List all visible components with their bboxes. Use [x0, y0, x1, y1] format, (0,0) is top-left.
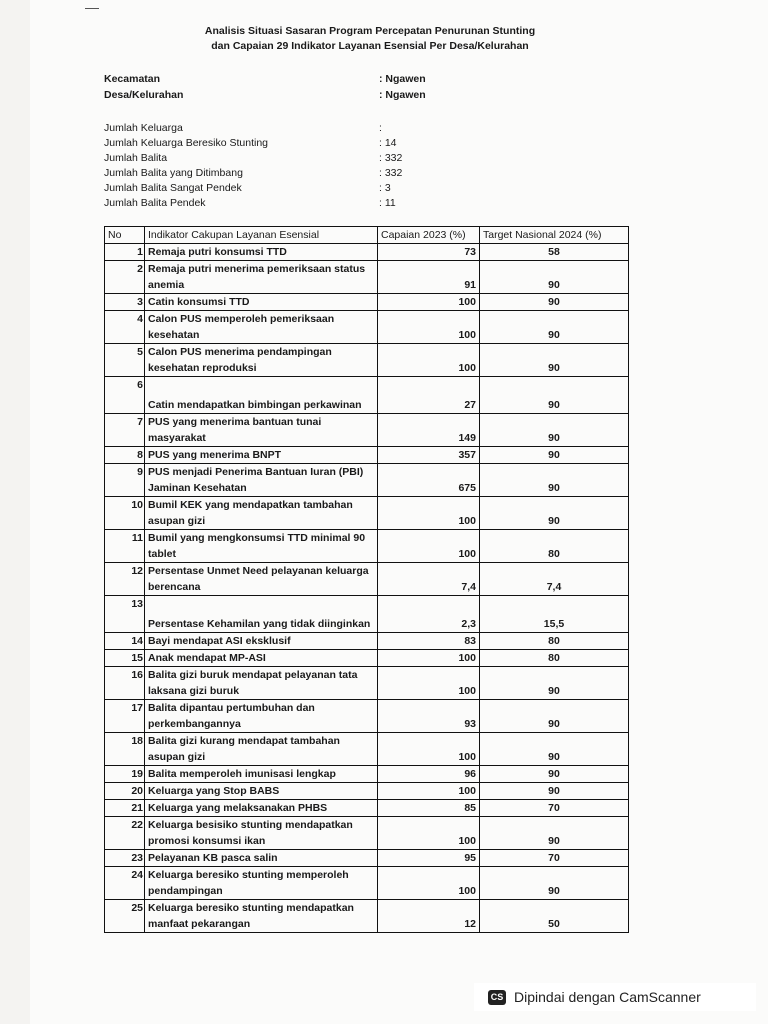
cell-no: 12: [105, 563, 145, 596]
cell-capaian: 83: [378, 633, 480, 650]
cell-target: 7,4: [480, 563, 629, 596]
cell-capaian: 100: [378, 667, 480, 700]
cell-target: 58: [480, 244, 629, 261]
cell-target: 90: [480, 497, 629, 530]
cell-indicator: Bumil yang mengkonsumsi TTD minimal 90 tablet: [145, 530, 378, 563]
table-row: [105, 377, 629, 414]
stat-value: :: [379, 122, 382, 134]
cell-no: 18: [105, 733, 145, 766]
table-row: [105, 464, 629, 497]
cell-target: 90: [480, 294, 629, 311]
table-row: [105, 294, 629, 311]
table-row: [105, 596, 629, 633]
camscanner-logo-icon: CS: [488, 990, 506, 1005]
stat-label: Jumlah Balita Pendek: [104, 197, 206, 209]
table-row: [105, 311, 629, 344]
table-body: [105, 244, 629, 933]
cell-capaian: 100: [378, 530, 480, 563]
cell-no: 7: [105, 414, 145, 447]
cell-capaian: 7,4: [378, 563, 480, 596]
title-line-2: dan Capaian 29 Indikator Layanan Esensial Per Desa/Kelurahan: [211, 40, 529, 52]
cell-indicator: Remaja putri menerima pemeriksaan status anemia: [145, 261, 378, 294]
table-row: [105, 344, 629, 377]
cell-target: 80: [480, 530, 629, 563]
table-row: [105, 633, 629, 650]
cell-capaian: 95: [378, 850, 480, 867]
cell-target: 90: [480, 464, 629, 497]
cell-target: 70: [480, 850, 629, 867]
table-row: [105, 530, 629, 563]
cell-target: 90: [480, 700, 629, 733]
cell-indicator: PUS menjadi Penerima Bantuan Iuran (PBI) Jaminan Kesehatan: [145, 464, 378, 497]
cell-indicator: Keluarga beresiko stunting mendapatkan manfaat pekarangan: [145, 900, 378, 933]
stat-value: : 332: [379, 152, 403, 164]
cell-target: 80: [480, 650, 629, 667]
cell-target: 90: [480, 766, 629, 783]
cell-target: 90: [480, 783, 629, 800]
cell-no: 11: [105, 530, 145, 563]
cell-capaian: 100: [378, 783, 480, 800]
cell-indicator: Persentase Kehamilan yang tidak diinginkan: [145, 596, 378, 633]
cell-capaian: 2,3: [378, 596, 480, 633]
table-row: [105, 783, 629, 800]
cell-target: 90: [480, 817, 629, 850]
cell-no: 19: [105, 766, 145, 783]
stat-label: Jumlah Keluarga: [104, 122, 183, 134]
location-value: : Ngawen: [379, 89, 426, 101]
cell-no: 4: [105, 311, 145, 344]
cell-capaian: 91: [378, 261, 480, 294]
location-label: Kecamatan: [104, 73, 161, 85]
cell-indicator: Keluarga beresiko stunting memperoleh pendampingan: [145, 867, 378, 900]
cell-target: 90: [480, 377, 629, 414]
table-row: [105, 563, 629, 596]
cell-indicator: Bumil KEK yang mendapatkan tambahan asupan gizi: [145, 497, 378, 530]
cell-indicator: Balita gizi kurang mendapat tambahan asupan gizi: [145, 733, 378, 766]
cell-capaian: 73: [378, 244, 480, 261]
scan-mark: [85, 8, 99, 9]
cell-no: 5: [105, 344, 145, 377]
cell-capaian: 100: [378, 733, 480, 766]
camscanner-watermark: [474, 983, 756, 1011]
header-indicator: Indikator Cakupan Layanan Esensial: [145, 227, 378, 244]
cell-capaian: 12: [378, 900, 480, 933]
cell-target: 50: [480, 900, 629, 933]
table-header-row: [105, 227, 629, 244]
location-value: : Ngawen: [379, 73, 426, 85]
cell-no: 20: [105, 783, 145, 800]
stat-value: : 11: [379, 197, 396, 209]
cell-no: 9: [105, 464, 145, 497]
cell-capaian: 100: [378, 344, 480, 377]
cell-target: 90: [480, 733, 629, 766]
header-capaian: Capaian 2023 (%): [378, 227, 480, 244]
cell-indicator: Persentase Unmet Need pelayanan keluarga berencana: [145, 563, 378, 596]
title-line-1: Analisis Situasi Sasaran Program Percepatan Penurunan Stunting: [204, 25, 536, 37]
watermark-text: Dipindai dengan CamScanner: [514, 989, 701, 1005]
cell-target: 90: [480, 261, 629, 294]
cell-capaian: 675: [378, 464, 480, 497]
cell-capaian: 85: [378, 800, 480, 817]
table-row: [105, 766, 629, 783]
stat-value: : 14: [379, 137, 397, 149]
header-target: Target Nasional 2024 (%): [480, 227, 629, 244]
cell-target: 15,5: [480, 596, 629, 633]
cell-no: 13: [105, 596, 145, 633]
cell-indicator: Catin konsumsi TTD: [145, 294, 378, 311]
table-row: [105, 414, 629, 447]
table-row: [105, 900, 629, 933]
table-row: [105, 733, 629, 766]
cell-indicator: Keluarga yang Stop BABS: [145, 783, 378, 800]
stat-value: : 332: [379, 167, 403, 179]
cell-target: 90: [480, 447, 629, 464]
cell-capaian: 100: [378, 497, 480, 530]
cell-no: 21: [105, 800, 145, 817]
cell-target: 90: [480, 344, 629, 377]
cell-capaian: 27: [378, 377, 480, 414]
cell-indicator: Bayi mendapat ASI eksklusif: [145, 633, 378, 650]
table-row: [105, 650, 629, 667]
cell-indicator: Anak mendapat MP-ASI: [145, 650, 378, 667]
cell-capaian: 100: [378, 867, 480, 900]
cell-target: 70: [480, 800, 629, 817]
header-no: No: [105, 227, 145, 244]
indicator-table: [104, 226, 629, 933]
cell-no: 2: [105, 261, 145, 294]
stat-label: Jumlah Keluarga Beresiko Stunting: [104, 137, 269, 149]
cell-target: 90: [480, 414, 629, 447]
cell-indicator: PUS yang menerima bantuan tunai masyarakat: [145, 414, 378, 447]
table-row: [105, 667, 629, 700]
cell-target: 90: [480, 667, 629, 700]
cell-no: 22: [105, 817, 145, 850]
stat-value: : 3: [379, 182, 391, 194]
cell-no: 6: [105, 377, 145, 414]
cell-no: 8: [105, 447, 145, 464]
stat-label: Jumlah Balita Sangat Pendek: [104, 182, 242, 194]
cell-capaian: 96: [378, 766, 480, 783]
cell-indicator: Catin mendapatkan bimbingan perkawinan: [145, 377, 378, 414]
cell-capaian: 149: [378, 414, 480, 447]
cell-capaian: 100: [378, 650, 480, 667]
cell-no: 16: [105, 667, 145, 700]
location-label: Desa/Kelurahan: [104, 89, 184, 101]
cell-capaian: 100: [378, 817, 480, 850]
table-row: [105, 817, 629, 850]
statistics-info: [104, 122, 464, 217]
location-info: [104, 73, 464, 109]
cell-indicator: Keluarga yang melaksanakan PHBS: [145, 800, 378, 817]
cell-no: 17: [105, 700, 145, 733]
cell-capaian: 93: [378, 700, 480, 733]
cell-target: 90: [480, 867, 629, 900]
stat-label: Jumlah Balita: [104, 152, 168, 164]
table-row: [105, 261, 629, 294]
table-row: [105, 850, 629, 867]
cell-target: 90: [480, 311, 629, 344]
cell-indicator: Pelayanan KB pasca salin: [145, 850, 378, 867]
cell-indicator: Balita gizi buruk mendapat pelayanan tata laksana gizi buruk: [145, 667, 378, 700]
cell-indicator: Balita dipantau pertumbuhan dan perkembangannya: [145, 700, 378, 733]
cell-indicator: Balita memperoleh imunisasi lengkap: [145, 766, 378, 783]
cell-indicator: Keluarga besisiko stunting mendapatkan promosi konsumsi ikan: [145, 817, 378, 850]
table-row: [105, 700, 629, 733]
cell-no: 25: [105, 900, 145, 933]
table-row: [105, 867, 629, 900]
table-row: [105, 497, 629, 530]
cell-no: 10: [105, 497, 145, 530]
table-row: [105, 800, 629, 817]
cell-indicator: Calon PUS menerima pendampingan kesehatan reproduksi: [145, 344, 378, 377]
stat-label: Jumlah Balita yang Ditimbang: [104, 167, 243, 179]
cell-indicator: PUS yang menerima BNPT: [145, 447, 378, 464]
cell-no: 23: [105, 850, 145, 867]
document-title: [190, 24, 550, 54]
cell-capaian: 357: [378, 447, 480, 464]
cell-no: 1: [105, 244, 145, 261]
cell-capaian: 100: [378, 311, 480, 344]
cell-capaian: 100: [378, 294, 480, 311]
cell-indicator: Calon PUS memperoleh pemeriksaan kesehatan: [145, 311, 378, 344]
table-row: [105, 447, 629, 464]
cell-no: 14: [105, 633, 145, 650]
cell-no: 24: [105, 867, 145, 900]
table-row: [105, 244, 629, 261]
cell-indicator: Remaja putri konsumsi TTD: [145, 244, 378, 261]
cell-no: 15: [105, 650, 145, 667]
cell-no: 3: [105, 294, 145, 311]
cell-target: 80: [480, 633, 629, 650]
